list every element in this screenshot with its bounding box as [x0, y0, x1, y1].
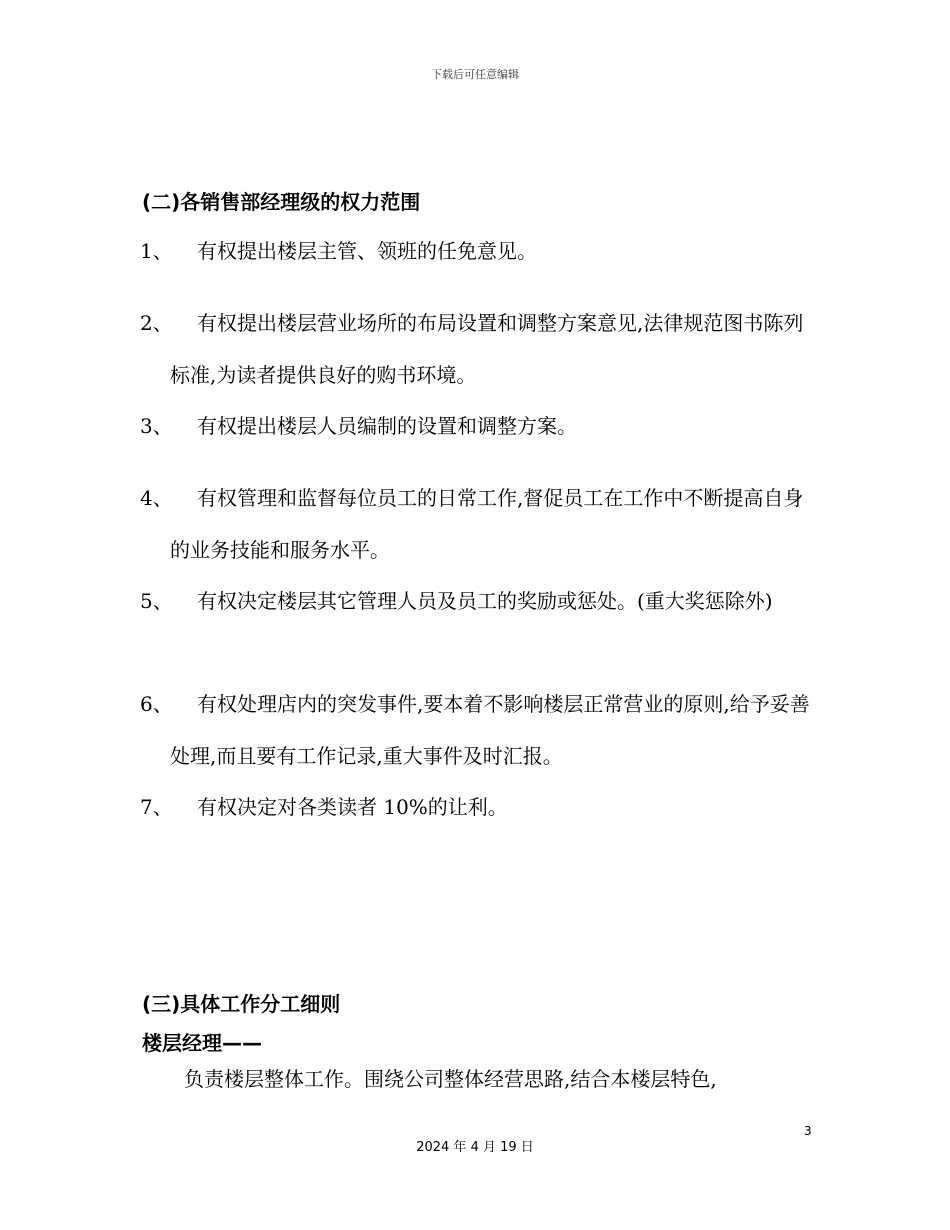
- list-item: [140, 575, 820, 627]
- role-heading: 楼层经理——: [142, 1031, 262, 1055]
- role-description: 负责楼层整体工作。围绕公司整体经营思路,结合本楼层特色,: [184, 1067, 717, 1091]
- page-header: 下载后可任意编辑: [431, 68, 519, 81]
- list-item-text: 有权提出楼层营业场所的布局设置和调整方案意见,法律规范图书陈列标准,为读者提供良好的购书环境。: [170, 311, 804, 387]
- section-title-powers: (二)各销售部经理级的权力范围: [142, 190, 421, 214]
- list-item-number: 3、: [140, 414, 173, 438]
- list-item: [140, 678, 820, 782]
- list-item-number: 1、: [140, 239, 173, 263]
- list-item: [140, 297, 820, 401]
- list-item-text: 有权提出楼层主管、领班的任免意见。: [197, 239, 537, 263]
- list-item-number: 7、: [140, 795, 173, 819]
- list-item: [140, 225, 820, 277]
- section-title-duties: (三)具体工作分工细则: [142, 992, 341, 1016]
- list-item-number: 5、: [140, 589, 173, 613]
- list-item-number: 4、: [140, 486, 173, 510]
- footer-date: 2024 年 4 月 19 日: [416, 1140, 534, 1155]
- list-item: [140, 781, 820, 833]
- list-item-text: 有权管理和监督每位员工的日常工作,督促员工在工作中不断提高自身的业务技能和服务水平。: [170, 486, 804, 562]
- page-number: 3: [804, 1124, 812, 1138]
- list-item-text: 有权处理店内的突发事件,要本着不影响楼层正常营业的原则,给予妥善处理,而且要有工作记录,重大事件及时汇报。: [170, 692, 810, 768]
- list-item-text: 有权决定楼层其它管理人员及员工的奖励或惩处。(重大奖惩除外): [197, 589, 773, 613]
- list-item-number: 6、: [140, 692, 173, 716]
- list-item-text: 有权提出楼层人员编制的设置和调整方案。: [197, 414, 577, 438]
- list-item: [140, 400, 820, 452]
- list-item: [140, 472, 820, 576]
- list-item-number: 2、: [140, 311, 173, 335]
- list-item-text: 有权决定对各类读者 10%的让利。: [197, 795, 508, 819]
